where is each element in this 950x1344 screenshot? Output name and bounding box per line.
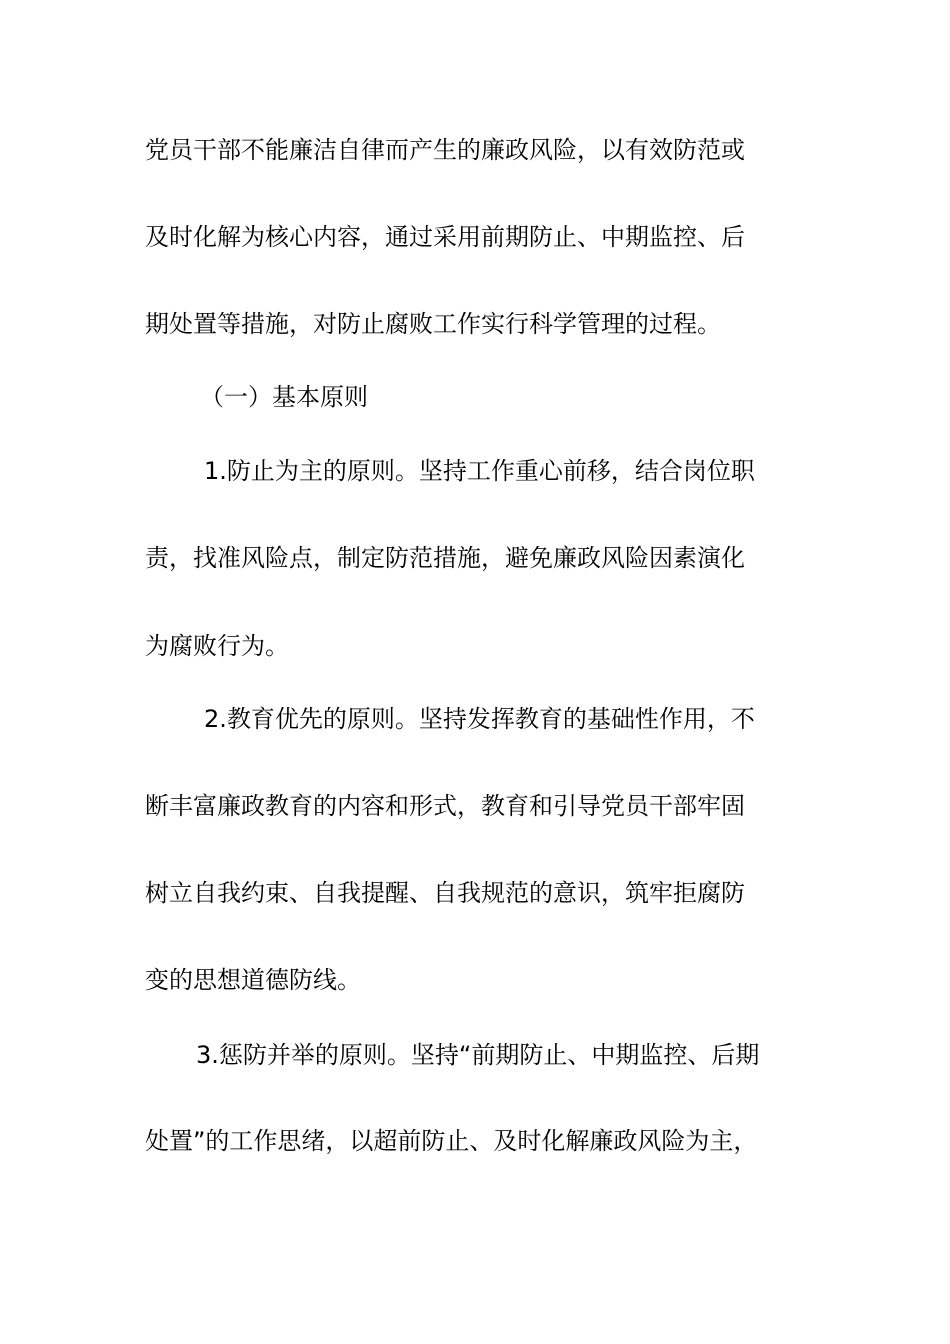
text-line: 变的思想道德防线。 [145,966,361,994]
text-line: 责，找准风险点，制定防范措施，避免廉政风险因素演化 [145,544,745,572]
text-line: 处置”的工作思绪，以超前防止、及时化解廉政风险为主， [145,1127,758,1155]
section-heading: （一）基本原则 [200,383,368,411]
text-line: 1.防止为主的原则。坚持工作重心前移，结合岗位职 [204,457,755,485]
text-line: 断丰富廉政教育的内容和形式，教育和引导党员干部牢固 [145,792,745,820]
text-line: 为腐败行为。 [145,632,289,660]
text-line: 及时化解为核心内容，通过采用前期防止、中期监控、后 [145,223,745,251]
text-line: 党员干部不能廉洁自律而产生的廉政风险，以有效防范或 [145,136,745,164]
text-line: 期处置等措施，对防止腐败工作实行科学管理的过程。 [145,310,721,338]
text-line: 2.教育优先的原则。坚持发挥教育的基础性作用，不 [204,705,755,733]
text-line: 3.惩防并举的原则。坚持“前期防止、中期监控、后期 [196,1041,760,1069]
text-line: 树立自我约束、自我提醒、自我规范的意识，筑牢拒腐防 [145,879,745,907]
